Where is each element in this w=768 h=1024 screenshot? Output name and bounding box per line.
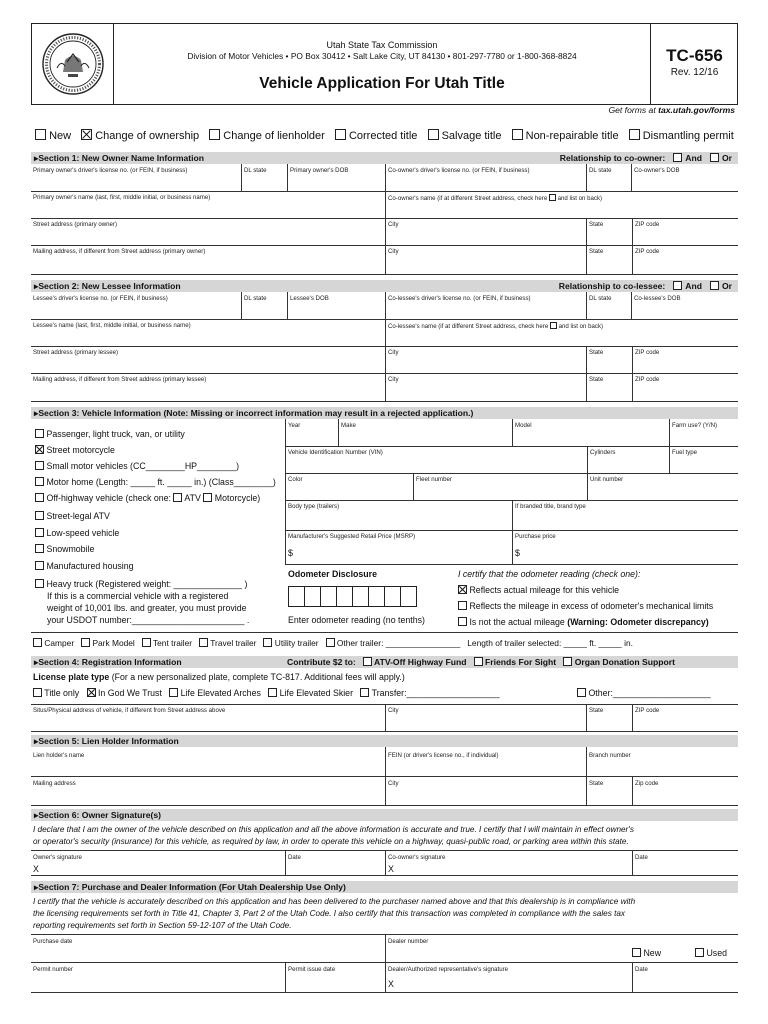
lien-zip-field[interactable]: Zip code — [635, 780, 659, 787]
rule — [285, 962, 286, 992]
owner-sign-date-field[interactable]: Date — [288, 854, 301, 861]
fleet-number-field[interactable]: Fleet number — [416, 476, 452, 483]
brand-type-field[interactable]: If branded title, brand type — [515, 503, 586, 510]
lessee-state-field[interactable]: State — [589, 349, 604, 356]
odometer-excess-option[interactable]: Reflects the mileage in excess of odometer's mechanical limits — [458, 601, 713, 611]
rule — [287, 164, 288, 191]
rule — [586, 747, 587, 805]
checkbox-checked[interactable] — [81, 129, 92, 140]
primary-name-field[interactable]: Primary owner's name (last, first, middle initial, or business name) — [33, 194, 211, 201]
rule — [31, 805, 738, 806]
coowner-dl-field[interactable]: Co-owner's driver's license no. (or FEIN, if business) — [388, 167, 530, 174]
odometer-certify: I certify that the odometer reading (check one): — [458, 569, 641, 579]
vehicle-type-motor-home[interactable]: Motor home (Length: _____ ft. _____ in.) (Class________) — [35, 477, 276, 487]
signature-x-mark: X — [33, 864, 39, 874]
odometer-digit[interactable] — [384, 586, 401, 607]
odometer-digit[interactable] — [400, 586, 417, 607]
rule — [385, 292, 386, 401]
vin-field[interactable]: Vehicle Identification Number (VIN) — [288, 449, 383, 456]
dealer-certification: I certify that the vehicle is accurately described on this application and has been delivered to the purchaser named above and that this dealership is in compliance with — [33, 897, 636, 906]
checkbox[interactable] — [428, 129, 439, 140]
heavy-truck-note: If this is a commercial vehicle with a registered — [47, 591, 229, 601]
cylinders-field[interactable]: Cylinders — [590, 449, 616, 456]
fuel-type-field[interactable]: Fuel type — [672, 449, 698, 456]
lessee-street-field[interactable]: Street address (primary lessee) — [33, 349, 119, 356]
rule — [586, 346, 587, 401]
plate-arches[interactable]: Life Elevated Arches — [169, 688, 261, 698]
permit-issue-date-field[interactable]: Permit issue date — [288, 966, 336, 973]
get-forms-note: Get forms at tax.utah.gov/forms — [608, 105, 735, 115]
odometer-reading-boxes[interactable] — [288, 586, 417, 607]
ohv-atv-checkbox[interactable] — [173, 493, 182, 502]
co-owner-and-checkbox[interactable] — [673, 153, 682, 162]
vehicle-type-manufactured[interactable]: Manufactured housing — [35, 561, 134, 571]
colessee-dl-field[interactable]: Co-lessee's driver's license no. (or FEIN, if business) — [388, 295, 531, 302]
plate-transfer[interactable]: Transfer:___________________ — [360, 688, 499, 698]
lessee-mailing-state-field[interactable]: State — [589, 376, 604, 383]
situs-city-field[interactable]: City — [388, 707, 399, 714]
lessee-dob-field[interactable]: Lessee's DOB — [290, 295, 329, 302]
agency-address: Division of Motor Vehicles • PO Box 30412 • Salt Lake City, UT 84130 • 801-297-7780 or 1-800-368-8824 — [187, 51, 577, 61]
rule — [632, 850, 633, 875]
checkbox[interactable] — [35, 129, 46, 140]
lessee-mailing-zip-field[interactable]: ZIP code — [635, 376, 660, 383]
app-type-change-ownership[interactable]: Change of ownership — [81, 130, 199, 142]
odometer-title: Odometer Disclosure — [288, 569, 377, 579]
vehicle-type-heavy-truck[interactable]: Heavy truck (Registered weight: ______________ ) — [35, 579, 247, 589]
fund-organ-donation[interactable]: Organ Donation Support — [563, 657, 675, 667]
fund-atv[interactable]: ATV-Off Highway Fund — [363, 657, 467, 667]
permit-number-field[interactable]: Permit number — [33, 966, 73, 973]
rule — [512, 419, 513, 446]
vehicle-type-motorcycle[interactable]: Street motorcycle — [35, 445, 115, 455]
section5-header: ▸Section 5: Lien Holder Information — [31, 735, 738, 747]
rule — [285, 473, 738, 474]
rule — [512, 500, 513, 564]
trailer-camper[interactable]: Camper — [33, 638, 74, 648]
rule — [631, 164, 632, 191]
colessee-dl-state-field[interactable]: DL state — [589, 295, 612, 302]
rule — [385, 164, 386, 274]
rule — [285, 530, 738, 531]
city-field[interactable]: City — [388, 221, 399, 228]
rule — [31, 632, 738, 633]
state-field[interactable]: State — [589, 221, 604, 228]
app-type-corrected-title[interactable]: Corrected title — [335, 130, 418, 142]
rule — [586, 704, 587, 731]
form-number: TC-656 — [666, 46, 723, 65]
farm-use-field[interactable]: Farm use? (Y/N) — [672, 422, 718, 429]
rule — [31, 875, 738, 876]
lessee-city-field[interactable]: City — [388, 349, 399, 356]
plate-title-only[interactable]: Title only — [33, 688, 79, 698]
vehicle-type-passenger[interactable]: Passenger, light truck, van, or utility — [35, 429, 185, 439]
situs-zip-field[interactable]: ZIP code — [635, 707, 660, 714]
year-field[interactable]: Year — [288, 422, 301, 429]
msrp-field[interactable]: Manufacturer's Suggested Retail Price (MSRP) — [288, 533, 416, 540]
lessee-mailing-field[interactable]: Mailing address, if different from Street address (primary lessee) — [33, 376, 207, 383]
lien-mailing-field[interactable]: Mailing address — [33, 780, 76, 787]
rule — [31, 274, 738, 275]
ohv-motorcycle-checkbox[interactable] — [203, 493, 212, 502]
co-lessee-and-checkbox[interactable] — [673, 281, 682, 290]
street-field[interactable]: Street address (primary owner) — [33, 221, 117, 228]
application-type-row — [35, 129, 740, 142]
situs-address-field[interactable]: Situs/Physical address of vehicle, if different from Street address above — [33, 707, 226, 714]
odometer-digit[interactable] — [320, 586, 337, 607]
trailer-length-field[interactable]: Length of trailer selected: _____ ft. _____ in. — [467, 638, 634, 648]
unit-number-field[interactable]: Unit number — [590, 476, 624, 483]
colessee-name-field[interactable]: Co-lessee's name (if at different Street address, check here and list on back) — [388, 323, 604, 330]
lien-state-field[interactable]: State — [589, 780, 604, 787]
trailer-travel[interactable]: Travel trailer — [199, 638, 256, 648]
coowner-sign-date-field[interactable]: Date — [635, 854, 648, 861]
rule — [287, 292, 288, 319]
rule — [385, 850, 386, 875]
primary-dob-field[interactable]: Primary owner's DOB — [290, 167, 349, 174]
checkbox[interactable] — [335, 129, 346, 140]
rule — [285, 446, 738, 447]
dealer-certification: the licensing requirements set forth in Title 41, Chapter 3, Part 2 of the Utah Code. I also certify that this transaction was completed in compliance with the sales tax — [33, 909, 625, 918]
trailer-type-row — [33, 638, 738, 648]
lessee-mailing-city-field[interactable]: City — [388, 376, 399, 383]
app-type-salvage-title[interactable]: Salvage title — [428, 130, 502, 142]
lessee-name-field[interactable]: Lessee's name (last, first, middle initial, or business name) — [33, 322, 191, 329]
checkbox[interactable] — [512, 129, 523, 140]
coowner-list-back-checkbox[interactable] — [549, 194, 556, 201]
checkbox[interactable] — [629, 129, 640, 140]
vehicle-type-low-speed[interactable]: Low-speed vehicle — [35, 528, 119, 538]
coowner-dl-state-field[interactable]: DL state — [589, 167, 612, 174]
section6-header: ▸Section 6: Owner Signature(s) — [31, 809, 738, 821]
body-type-field[interactable]: Body type (trailers) — [288, 503, 340, 510]
rule — [285, 419, 286, 564]
dealer-used-option[interactable]: Used — [695, 948, 727, 958]
colessee-dob-field[interactable]: Co-lessee's DOB — [634, 295, 681, 302]
lien-branch-field[interactable]: Branch number — [589, 752, 631, 759]
get-forms-link[interactable]: tax.utah.gov/forms — [658, 105, 735, 115]
rule — [632, 346, 633, 401]
lessee-zip-field[interactable]: ZIP code — [635, 349, 660, 356]
coowner-dob-field[interactable]: Co-owner's DOB — [634, 167, 680, 174]
dealer-sign-date-field[interactable]: Date — [635, 966, 648, 973]
trailer-utility[interactable]: Utility trailer — [263, 638, 318, 648]
odometer-digit[interactable] — [368, 586, 385, 607]
odometer-not-actual-option[interactable]: Is not the actual mileage (Warning: Odometer discrepancy) — [458, 617, 709, 627]
app-type-new[interactable]: New — [35, 130, 71, 142]
rule — [631, 292, 632, 319]
plate-skier[interactable]: Life Elevated Skier — [268, 688, 353, 698]
dl-state-field[interactable]: DL state — [244, 167, 267, 174]
form-revision: Rev. 12/16 — [670, 67, 719, 78]
trailer-other[interactable]: Other trailer: ________________ — [326, 638, 461, 648]
coowner-signature-field[interactable]: Co-owner's signature — [388, 854, 446, 861]
license-plate-note: License plate type (For a new personalized plate, complete TC-817. Additional fees will apply.) — [33, 672, 405, 682]
section7-header: ▸Section 7: Purchase and Dealer Information (For Utah Dealership Use Only) — [31, 881, 738, 893]
rule — [632, 776, 633, 805]
lien-city-field[interactable]: City — [388, 780, 399, 787]
purchase-price-field[interactable]: Purchase price — [515, 533, 556, 540]
app-type-change-lienholder[interactable]: Change of lienholder — [209, 130, 325, 142]
section1-header: ▸Section 1: New Owner Name Information Relationship to co-owner: And Or — [31, 152, 738, 164]
odometer-actual-option[interactable]: Reflects actual mileage for this vehicle — [458, 585, 619, 595]
vehicle-type-snowmobile[interactable]: Snowmobile — [35, 544, 94, 554]
odometer-digit[interactable] — [336, 586, 353, 607]
vehicle-type-street-atv[interactable]: Street-legal ATV — [35, 511, 110, 521]
signature-x-mark: X — [388, 979, 394, 989]
app-type-dismantling-permit[interactable]: Dismantling permit — [629, 130, 734, 142]
rule — [31, 992, 738, 993]
mailing-zip-field[interactable]: ZIP code — [635, 248, 660, 255]
vehicle-type-small-motor[interactable]: Small motor vehicles (CC________HP________) — [35, 461, 239, 471]
model-field[interactable]: Model — [515, 422, 532, 429]
rule — [285, 500, 738, 501]
rule — [241, 164, 242, 191]
fund-friends-sight[interactable]: Friends For Sight — [474, 657, 557, 667]
mailing-city-field[interactable]: City — [388, 248, 399, 255]
rule — [586, 218, 587, 274]
situs-state-field[interactable]: State — [589, 707, 604, 714]
mailing-state-field[interactable]: State — [589, 248, 604, 255]
co-lessee-or-checkbox[interactable] — [710, 281, 719, 290]
utah-state-seal-icon — [37, 30, 109, 98]
rule — [413, 473, 414, 500]
rule — [241, 292, 242, 319]
colessee-list-back-checkbox[interactable] — [550, 322, 557, 329]
section2-header: ▸Section 2: New Lessee Information Relationship to co-lessee: And Or — [31, 280, 738, 292]
plate-in-god-we-trust[interactable]: In God We Trust — [87, 688, 162, 698]
lien-fein-field[interactable]: FEIN (or driver's license no., if individual) — [388, 752, 499, 759]
dealer-new-option[interactable]: New — [632, 948, 661, 958]
rule — [31, 731, 738, 732]
rule — [385, 934, 386, 992]
coowner-name-field[interactable]: Co-owner's name (if at different Street address, check here and list on back) — [388, 195, 603, 202]
dealer-signature-field[interactable]: Dealer/Authorized representative's signature — [388, 966, 509, 973]
odometer-digit[interactable] — [304, 586, 321, 607]
odometer-digit[interactable] — [352, 586, 369, 607]
signature-x-mark: X — [388, 864, 394, 874]
lessee-dl-state-field[interactable]: DL state — [244, 295, 267, 302]
usdot-field[interactable]: your USDOT number:_______________________ . — [47, 615, 250, 625]
odometer-enter-label: Enter odometer reading (no tenths) — [288, 615, 425, 625]
make-field[interactable]: Make — [341, 422, 356, 429]
vehicle-type-ohv[interactable]: Off-highway vehicle (check one: ATV Motorcycle) — [35, 493, 260, 503]
rule — [385, 747, 386, 805]
co-owner-or-checkbox[interactable] — [710, 153, 719, 162]
purchase-date-field[interactable]: Purchase date — [33, 938, 73, 945]
owner-declaration: I declare that I am the owner of the vehicle described on this application and all the above information is accurate and true. I certify that I will maintain in effect owner's — [33, 825, 634, 834]
section4-header: ▸Section 4: Registration Information Contribute $2 to: ATV-Off Highway Fund Friends For Sight Organ Donation Support — [31, 656, 738, 668]
odometer-digit[interactable] — [288, 586, 305, 607]
msrp-dollar: $ — [288, 548, 293, 558]
rule — [586, 292, 587, 319]
zip-field[interactable]: ZIP code — [635, 221, 660, 228]
mailing-field[interactable]: Mailing address, if different from Street address (primary owner) — [33, 248, 206, 255]
color-field[interactable]: Color — [288, 476, 303, 483]
lessee-dl-field[interactable]: Lessee's driver's license no. (or FEIN, if business) — [33, 295, 168, 302]
rule — [285, 850, 286, 875]
section3-header: ▸Section 3: Vehicle Information (Note: Missing or incorrect information may result in a rejected application.) — [31, 407, 738, 419]
checkbox[interactable] — [209, 129, 220, 140]
primary-dl-field[interactable]: Primary owner's driver's license no. (or FEIN, if business) — [33, 167, 188, 174]
lien-holder-name-field[interactable]: Lien holder's name — [33, 752, 85, 759]
trailer-park-model[interactable]: Park Model — [81, 638, 135, 648]
trailer-tent[interactable]: Tent trailer — [142, 638, 192, 648]
plate-other[interactable]: Other:____________________ — [577, 688, 711, 698]
rule — [632, 704, 633, 731]
dealer-certification: reporting requirements set forth in Section 59-12-107 of the Utah Code. — [33, 921, 292, 930]
form-title: Vehicle Application For Utah Title — [259, 75, 505, 92]
owner-declaration: or operator's security (insurance) for this vehicle, as required by law, in order to operate this vehicle on a highway, quasi-public road, or parking area within this state. — [33, 837, 629, 846]
heavy-truck-note: weight of 10,001 lbs. and greater, you must provide — [47, 603, 247, 613]
rule — [385, 704, 386, 731]
purchase-dollar: $ — [515, 548, 520, 558]
owner-signature-field[interactable]: Owner's signature — [33, 854, 82, 861]
rule — [31, 401, 738, 402]
app-type-non-repairable[interactable]: Non-repairable title — [512, 130, 619, 142]
rule — [586, 164, 587, 191]
rule — [632, 962, 633, 992]
dealer-number-field[interactable]: Dealer number — [388, 938, 429, 945]
rule — [285, 564, 738, 565]
rule — [338, 419, 339, 446]
agency-name: Utah State Tax Commission — [326, 40, 438, 50]
rule — [632, 218, 633, 274]
